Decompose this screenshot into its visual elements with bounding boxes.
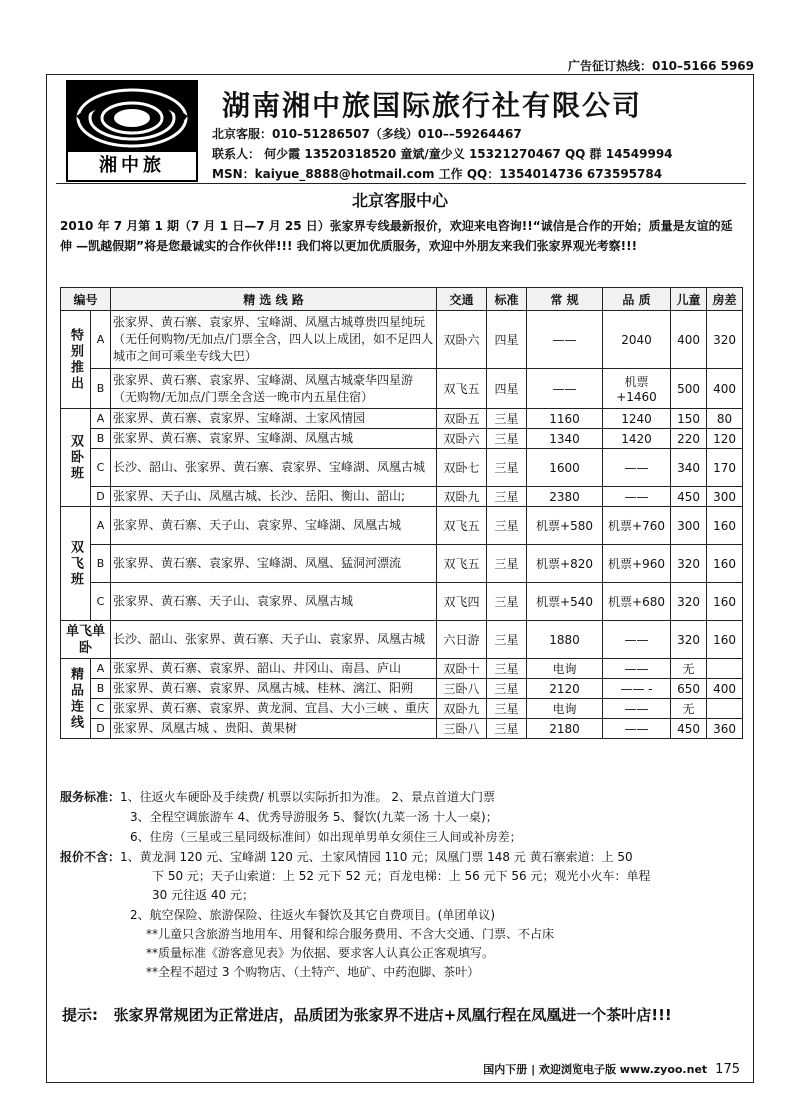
child-cell: 450 [671,487,707,507]
table-row [61,621,743,659]
standard-cell: 三星 [487,719,527,739]
logo-swirl-icon [68,82,196,152]
logo-text: 湘中旅 [99,155,165,176]
excluded-line-5: **儿童只含旅游当地用车、用餐和综合服务费用、不含大交通、门票、不占床 [146,927,555,941]
child-cell: 320 [671,583,707,621]
regular-cell: 电询 [527,659,603,679]
standard-cell: 三星 [487,699,527,719]
child-cell: 340 [671,449,707,487]
regular-cell: 1160 [527,409,603,429]
child-cell: 无 [671,659,707,679]
route-cell: 张家界、黄石寨、袁家界、宝峰湖、凤凰古城 [111,429,437,449]
row-code: A [91,659,111,679]
excluded-line-7: **全程不超过 3 个购物店、（土特产、地矿、中药泡脚、茶叶） [146,965,480,979]
standard-cell: 三星 [487,679,527,699]
quality-cell: 1240 [603,409,671,429]
room-cell [707,699,743,719]
row-code: C [91,583,111,621]
excluded-line-3: 30 元往返 40 元； [152,888,254,902]
room-cell: 320 [707,311,743,369]
table-row [61,429,743,449]
service-standard [60,788,495,807]
transport-cell: 三卧八 [437,719,487,739]
header-divider [56,183,746,184]
room-cell: 400 [707,679,743,699]
footer-text: 国内下册 | 欢迎浏览电子版 www.zyoo.net [483,1063,708,1076]
standard-cell: 三星 [487,449,527,487]
quality-cell: —— [603,659,671,679]
standard-cell: 三星 [487,583,527,621]
row-code: B [91,369,111,409]
table-row [61,369,743,409]
table-row [61,409,743,429]
standard-cell: 三星 [487,429,527,449]
child-cell: 320 [671,621,707,659]
service-line-2: 3、全程空调旅游车 4、优秀导游服务 5、餐饮(九菜一汤 十人一桌)； [130,810,498,824]
transport-cell: 双飞五 [437,507,487,545]
transport-cell: 双飞五 [437,369,487,409]
route-cell: 张家界、黄石寨、袁家界、宝峰湖、凤凰古城尊贵四星纯玩（无任何购物/无加点/门票全含，四人以上成团，如不足四人城市之间可乘坐专线大巴） [111,311,437,369]
route-cell: 张家界、黄石寨、袁家界、宝峰湖、凤凰、猛洞河漂流 [111,545,437,583]
standard-cell: 四星 [487,369,527,409]
regular-cell: —— [527,369,603,409]
route-cell: 长沙、韶山、张家界、黄石寨、天子山、袁家界、凤凰古城 [111,621,437,659]
transport-cell: 双飞四 [437,583,487,621]
ad-hotline: 广告征订热线：010–5166 5969 [567,59,754,73]
service-line-1: 1、往返火车硬卧及手续费/ 机票以实际折扣为准。 2、景点首道大门票 [120,790,495,804]
child-cell: 450 [671,719,707,739]
header-child: 儿童 [671,288,707,311]
contact-line-persons: 联系人： 何少霞 13520318520 童斌/童少义 15321270467 QQ 群 14549994 [212,147,673,161]
category-cell: 单飞单卧 [61,621,111,659]
category-cell: 精品连线 [61,659,91,739]
transport-cell: 双卧六 [437,429,487,449]
quality-cell: —— - [603,679,671,699]
transport-cell: 双卧五 [437,409,487,429]
page-number: 175 [715,1062,740,1077]
route-cell: 张家界、黄石寨、袁家界、韶山、井冈山、南昌、庐山 [111,659,437,679]
transport-cell: 六日游 [437,621,487,659]
child-cell: 300 [671,507,707,545]
header-room: 房差 [707,288,743,311]
excluded-line-4: 2、航空保险、旅游保险、往返火车餐饮及其它自费项目。(单团单议) [130,908,496,922]
excluded-items [60,848,633,867]
quality-cell: —— [603,487,671,507]
tip-text: 张家界常规团为正常进店，品质团为张家界不进店+凤凰行程在凤凰进一个茶叶店!!! [113,1006,672,1024]
route-cell: 张家界、黄石寨、天子山、袁家界、凤凰古城 [111,583,437,621]
child-cell: 220 [671,429,707,449]
quality-cell: 机票+680 [603,583,671,621]
standard-cell: 三星 [487,545,527,583]
table-row [61,679,743,699]
table-row [61,659,743,679]
standard-cell: 三星 [487,621,527,659]
table-row [61,719,743,739]
table-row [61,487,743,507]
company-name: 湖南湘中旅国际旅行社有限公司 [222,89,643,122]
child-cell: 150 [671,409,707,429]
center-title: 北京客服中心 [351,191,448,210]
regular-cell: 机票+540 [527,583,603,621]
regular-cell: 2180 [527,719,603,739]
quality-cell: 机票+1460 [603,369,671,409]
room-cell: 160 [707,507,743,545]
regular-cell: 1880 [527,621,603,659]
route-cell: 张家界、黄石寨、袁家界、凤凰古城、桂林、漓江、阳朔 [111,679,437,699]
service-label: 服务标准： [60,790,121,804]
excluded-line-6: **质量标准《游客意见表》为依据、要求客人认真公正客观填写。 [146,946,495,960]
regular-cell: —— [527,311,603,369]
header-route: 精 选 线 路 [111,288,437,311]
room-cell [707,659,743,679]
room-cell: 160 [707,545,743,583]
contact-line-phone: 北京客服：010–51286507（多线）010––59264467 [212,127,522,141]
service-line-3: 6、住房（三星或三星同级标准间）如出现单男单女须住三人间或补房差； [130,830,522,844]
route-cell: 张家界、黄石寨、天子山、袁家界、宝峰湖、凤凰古城 [111,507,437,545]
quality-cell: —— [603,719,671,739]
excluded-line-2: 下 50 元；天子山索道：上 52 元下 52 元；百龙电梯：上 56 元下 56 元；观光小火车：单程 [152,869,651,883]
room-cell: 80 [707,409,743,429]
route-cell: 张家界、黄石寨、袁家界、宝峰湖、土家风情园 [111,409,437,429]
regular-cell: 机票+820 [527,545,603,583]
route-cell: 张家界、凤凰古城 、贵阳、黄果树 [111,719,437,739]
row-code: B [91,545,111,583]
table-row [61,583,743,621]
row-code: D [91,487,111,507]
row-code: C [91,699,111,719]
row-code: A [91,409,111,429]
row-code: B [91,679,111,699]
child-cell: 500 [671,369,707,409]
room-cell: 300 [707,487,743,507]
table-header-row [61,288,743,311]
row-code: D [91,719,111,739]
excluded-line-1: 1、黄龙洞 120 元、宝峰湖 120 元、土家风情园 110 元；凤凰门票 148 元 黄石寨索道：上 50 [120,850,633,864]
route-cell: 张家界、黄石寨、袁家界、黄龙洞、宜昌、大小三峡 、重庆 [111,699,437,719]
child-cell: 650 [671,679,707,699]
room-cell: 160 [707,583,743,621]
header-transport: 交通 [437,288,487,311]
route-cell: 张家界、黄石寨、袁家界、宝峰湖、凤凰古城豪华四星游（无购物/无加点/门票全含送一晚市内五星住宿） [111,369,437,409]
transport-cell: 双卧十 [437,659,487,679]
regular-cell: 1340 [527,429,603,449]
row-code: C [91,449,111,487]
table-row [61,311,743,369]
header-code: 编号 [61,288,111,311]
quality-cell: 机票+760 [603,507,671,545]
standard-cell: 三星 [487,659,527,679]
route-cell: 长沙、韶山、张家界、黄石寨、袁家界、宝峰湖、凤凰古城 [111,449,437,487]
transport-cell: 双卧九 [437,699,487,719]
quality-cell: 2040 [603,311,671,369]
standard-cell: 三星 [487,409,527,429]
route-price-table [60,287,743,739]
page-footer [483,1061,740,1077]
route-cell: 张家界、天子山、凤凰古城、长沙、岳阳、衡山、韶山; [111,487,437,507]
regular-cell: 1600 [527,449,603,487]
regular-cell: 2380 [527,487,603,507]
table-row [61,699,743,719]
child-cell: 无 [671,699,707,719]
header-standard: 标准 [487,288,527,311]
tip-notice [62,1004,672,1025]
child-cell: 320 [671,545,707,583]
category-cell: 特别推出 [61,311,91,409]
category-cell: 双卧班 [61,409,91,507]
quality-cell: 1420 [603,429,671,449]
child-cell: 400 [671,311,707,369]
row-code: B [91,429,111,449]
standard-cell: 三星 [487,507,527,545]
table-row [61,545,743,583]
room-cell: 170 [707,449,743,487]
regular-cell: 2120 [527,679,603,699]
transport-cell: 双卧六 [437,311,487,369]
room-cell: 120 [707,429,743,449]
header-quality: 品 质 [603,288,671,311]
excluded-label: 报价不含： [60,850,121,864]
intro-paragraph: 2010 年 7 月第 1 期（7 月 1 日—7 月 25 日）张家界专线最新报价，欢迎来电咨询!!“诚信是合作的开始；质量是友谊的延伸 —凯越假期”将是您最诚实的合作伙伴!!! 我们将以更加优质服务，欢迎中外朋友来我们张家界观光考察!!! [60,219,733,253]
regular-cell: 机票+580 [527,507,603,545]
table-row [61,507,743,545]
tip-label: 提示: [62,1006,98,1024]
transport-cell: 双卧九 [437,487,487,507]
table-row [61,449,743,487]
standard-cell: 三星 [487,487,527,507]
row-code: A [91,507,111,545]
contact-line-msn: MSN：kaiyue_8888@hotmail.com 工作 QQ：1354014736 673595784 [212,167,663,181]
quality-cell: —— [603,449,671,487]
standard-cell: 四星 [487,311,527,369]
transport-cell: 三卧八 [437,679,487,699]
header-regular: 常 规 [527,288,603,311]
transport-cell: 双卧七 [437,449,487,487]
quality-cell: 机票+960 [603,545,671,583]
room-cell: 400 [707,369,743,409]
company-logo [66,80,198,182]
quality-cell: —— [603,621,671,659]
quality-cell: —— [603,699,671,719]
category-cell: 双飞班 [61,507,91,621]
transport-cell: 双飞五 [437,545,487,583]
row-code: A [91,311,111,369]
room-cell: 360 [707,719,743,739]
room-cell: 160 [707,621,743,659]
regular-cell: 电询 [527,699,603,719]
